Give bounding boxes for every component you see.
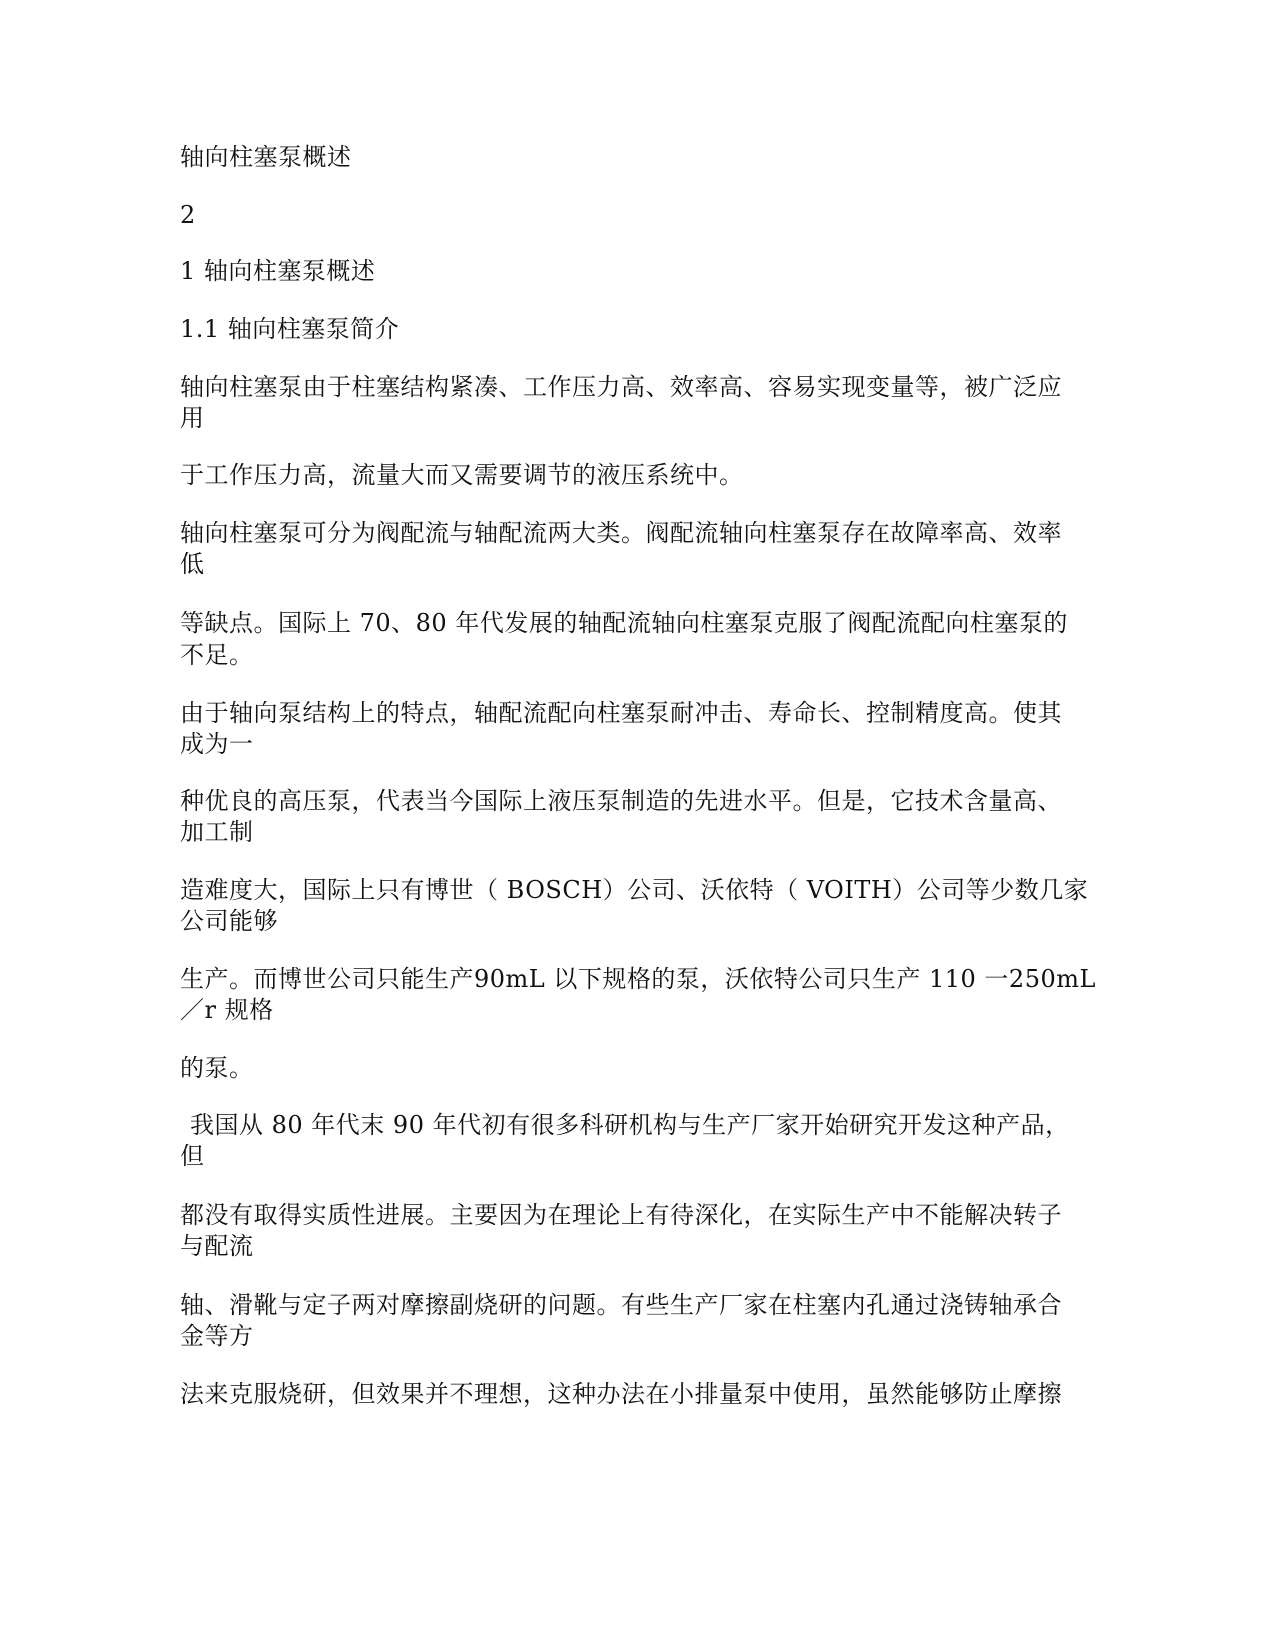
paragraph-line: 法来克服烧研，但效果并不理想，这种办法在小排量泵中使用，虽然能够防止摩擦 [180, 1380, 1062, 1408]
document-title: 轴向柱塞泵概述 [180, 143, 352, 171]
paragraph-line: 于工作压力高，流量大而又需要调节的液压系统中。 [180, 461, 744, 489]
paragraph-line: 用 [180, 404, 205, 432]
page-number: 2 [180, 201, 196, 229]
chapter-heading: 1 轴向柱塞泵概述 [180, 257, 376, 285]
paragraph-line: 的泵。 [180, 1054, 254, 1082]
paragraph-line: 低 [180, 550, 205, 578]
paragraph-line: 种优良的高压泵，代表当今国际上液压泵制造的先进水平。但是，它技术含量高、 [180, 787, 1062, 815]
paragraph-line: ／r 规格 [180, 996, 274, 1024]
paragraph-line: 都没有取得实质性进展。主要因为在理论上有待深化，在实际生产中不能解决转子 [180, 1201, 1062, 1229]
paragraph-line: 加工制 [180, 818, 254, 846]
paragraph-line: 公司能够 [180, 907, 278, 935]
paragraph-line: 轴向柱塞泵由于柱塞结构紧凑、工作压力高、效率高、容易实现变量等，被广泛应 [180, 373, 1062, 401]
paragraph-line: 造难度大，国际上只有博世（ BOSCH）公司、沃依特（ VOITH）公司等少数几家 [180, 876, 1089, 904]
paragraph-line: 成为一 [180, 730, 254, 758]
paragraph-line: 但 [180, 1142, 205, 1170]
paragraph-line: 不足。 [180, 641, 254, 669]
paragraph-line: 轴、滑靴与定子两对摩擦副烧研的问题。有些生产厂家在柱塞内孔通过浇铸轴承合 [180, 1291, 1062, 1319]
paragraph-line: 轴向柱塞泵可分为阀配流与轴配流两大类。阀配流轴向柱塞泵存在故障率高、效率 [180, 519, 1062, 547]
paragraph-line: 与配流 [180, 1232, 254, 1260]
paragraph-line: 我国从 80 年代末 90 年代初有很多科研机构与生产厂家开始研究开发这种产品， [190, 1111, 1070, 1139]
section-heading: 1.1 轴向柱塞泵简介 [180, 315, 400, 343]
paragraph-line: 由于轴向泵结构上的特点，轴配流配向柱塞泵耐冲击、寿命长、控制精度高。使其 [180, 699, 1062, 727]
paragraph-line: 生产。而博世公司只能生产90mL 以下规格的泵，沃依特公司只生产 110 一250mL [180, 965, 1096, 993]
paragraph-line: 金等方 [180, 1322, 254, 1350]
paragraph-line: 等缺点。国际上 70、80 年代发展的轴配流轴向柱塞泵克服了阀配流配向柱塞泵的 [180, 609, 1068, 637]
